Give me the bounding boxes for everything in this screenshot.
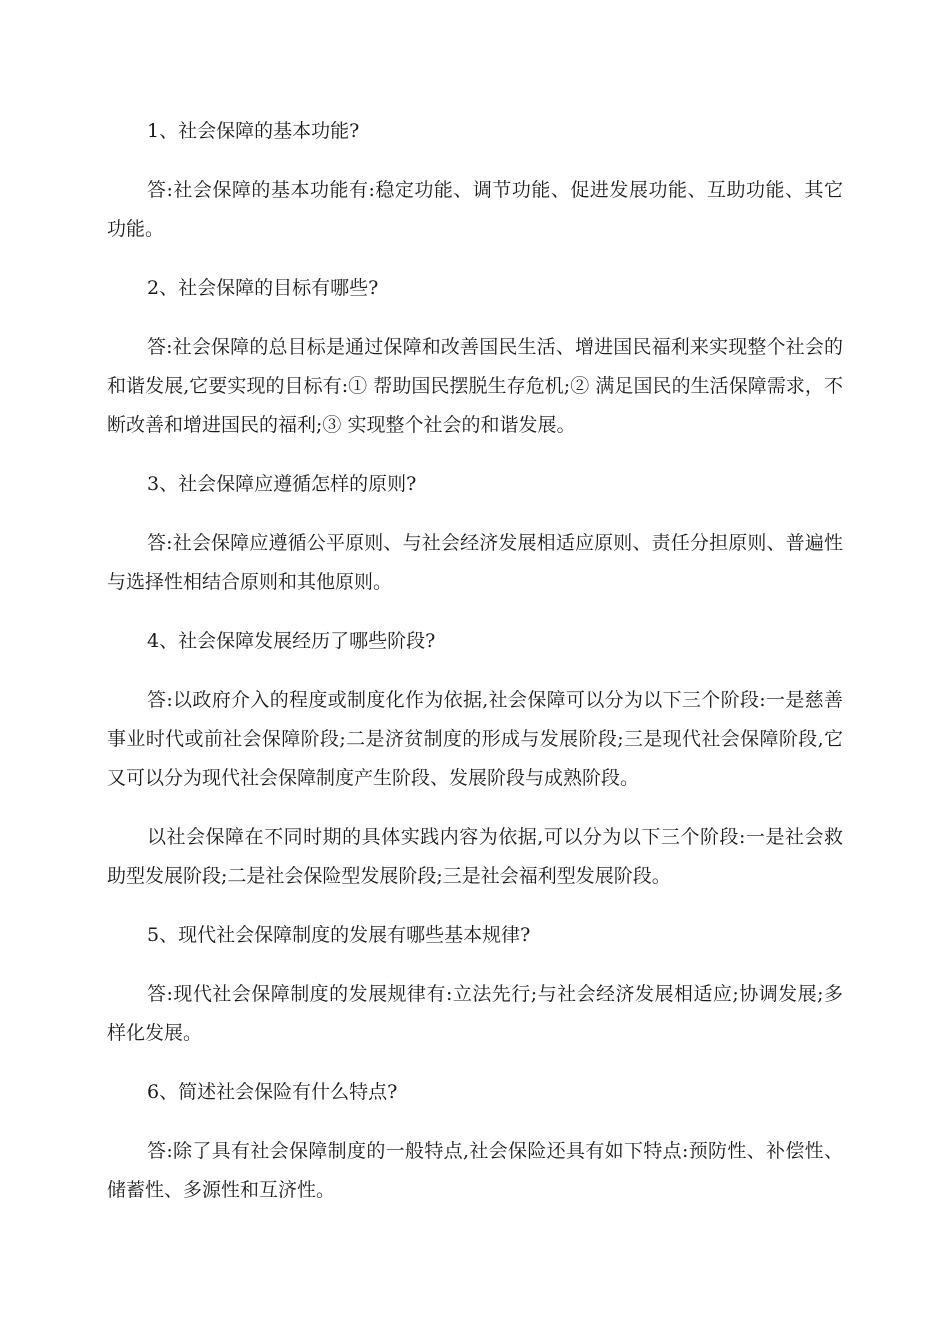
document-body: [107, 112, 843, 1230]
question-4: 4、社会保障发展经历了哪些阶段?: [147, 630, 436, 652]
answer-5: 答:现代社会保障制度的发展规律有:立法先行;与社会经济发展相适应;协调发展;多样化发展。: [107, 983, 843, 1044]
answer-6: 答:除了具有社会保障制度的一般特点,社会保险还具有如下特点:预防性、补偿性、储蓄性、多源性和互济性。: [107, 1140, 843, 1201]
question-5: 5、现代社会保障制度的发展有哪些基本规律?: [147, 924, 531, 946]
question-1: 1、社会保障的基本功能?: [147, 120, 360, 142]
answer-3: 答:社会保障应遵循公平原则、与社会经济发展相适应原则、责任分担原则、普遍性与选择性相结合原则和其他原则。: [107, 532, 843, 593]
question-3: 3、社会保障应遵循怎样的原则?: [147, 473, 417, 495]
answer-1: 答:社会保障的基本功能有:稳定功能、调节功能、促进发展功能、互助功能、其它功能。: [107, 179, 843, 240]
question-6: 6、简述社会保险有什么特点?: [147, 1081, 398, 1103]
answer-4-part-2: 以社会保障在不同时期的具体实践内容为依据,可以分为以下三个阶段:一是社会救助型发展阶段;二是社会保险型发展阶段;三是社会福利型发展阶段。: [107, 826, 843, 887]
answer-2: 答:社会保障的总目标是通过保障和改善国民生活、增进国民福利来实现整个社会的和谐发展,它要实现的目标有:① 帮助国民摆脱生存危机;② 满足国民的生活保障需求，不断改善和增进国民的福利;③ 实现整个社会的和谐发展。: [107, 336, 843, 436]
answer-4-part-1: 答:以政府介入的程度或制度化作为依据,社会保障可以分为以下三个阶段:一是慈善事业时代或前社会保障阶段;二是济贫制度的形成与发展阶段;三是现代社会保障阶段,它又可以分为现代社会保障制度产生阶段、发展阶段与成熟阶段。: [107, 689, 843, 789]
question-2: 2、社会保障的目标有哪些?: [147, 277, 379, 299]
